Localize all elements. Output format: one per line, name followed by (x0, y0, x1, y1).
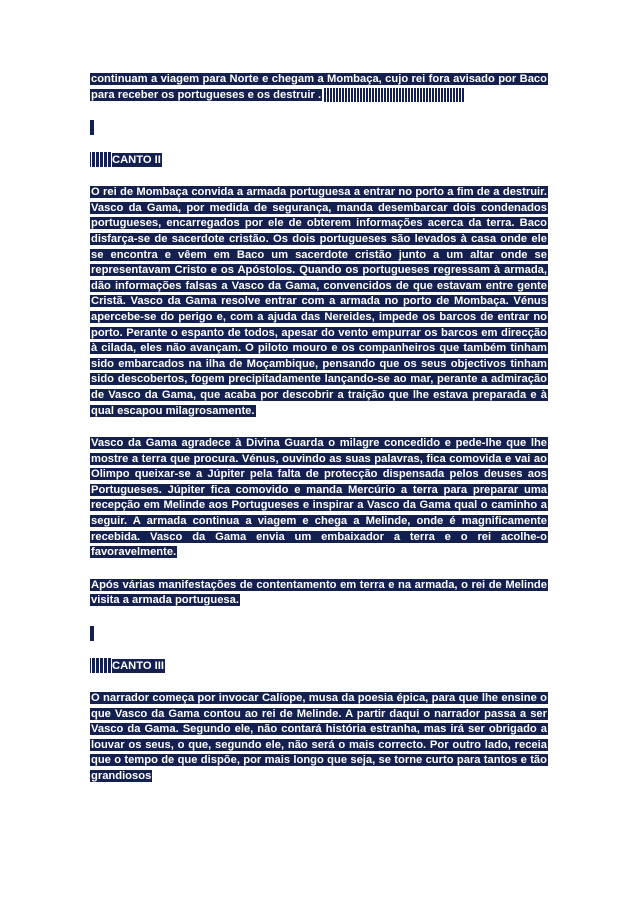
section-marker (90, 626, 94, 641)
canto-2-paragraph-3 (90, 578, 548, 609)
highlight-filler (324, 88, 464, 102)
canto-2-p2-text: Vasco da Gama agradece à Divina Guarda o milagre concedido e pede-lhe que lhe mostre a terra que procura. Vénus, ouvindo as suas palavras, fica comovida e vai ao Olimpo queixar-se a Júpiter pela falta de protecção dispensada pelos deuses aos Portugueses. Júpiter fica comovido e manda Mercúrio a terra para preparar uma recepção em Melinde aos Portugueses e inspirar a Vasco da Gama qual o caminho a seguir. A armada continua a viagem e chega a Melinde, onde é magnificamente recebida. Vasco da Gama envia um embaixador a terra e o rei acolhe-o favoravelmente. (91, 437, 547, 559)
heading-pad (90, 658, 112, 673)
section-marker (90, 120, 94, 135)
canto-2-p1-text: O rei de Mombaça convida a armada portuguesa a entrar no porto a fim de a destruir. Vasco da Gama, por medida de segurança, manda desembarcar dois condenados portugueses, encarregados por ele de obterem informações acerca da terra. Baco disfarça-se de sacerdote cristão. Os dois portugueses são levados à casa onde ele se encontra e vêem em Baco um sacerdote cristão junto a um altar onde se representavam Cristo e os Apóstolos. Quando os portugueses regressam à armada, dão informações falsas a Vasco da Gama, convencidos de que estavam entre gente Cristã. Vasco da Gama resolve entrar com a armada no porto de Mombaça. Vénus apercebe-se do perigo e, com a ajuda das Nereides, impede os barcos de entrar no porto. Perante o espanto de todos, apesar do vento empurrar os barcos em direcção à cilada, eles não avançam. O piloto mouro e os companheiros que também tinham sido embarcados na ilha de Moçambique, pensando que os seus objectivos tinham sido descobertos, fogem precipitadamente lançando-se ao mar, perante a admiração de Vasco da Gama, que acaba por descobrir a traição que lhe estava preparada e à qual escapou milagrosamente. (91, 186, 547, 417)
document-page (90, 72, 548, 785)
intro-paragraph (90, 72, 548, 103)
canto-3-title: CANTO III (112, 660, 165, 673)
canto-2-paragraph-1 (90, 185, 548, 419)
canto-2-title: CANTO II (112, 154, 161, 167)
intro-text: continuam a viagem para Norte e chegam a Mombaça, cujo rei fora avisado por Baco para receber os portugueses e os destruir . (91, 73, 547, 101)
heading-pad (90, 152, 112, 167)
canto-3-p1-text: O narrador começa por invocar Calíope, musa da poesia épica, para que lhe ensine o que Vasco da Gama contou ao rei de Melinde. A partir daqui o narrador passa a ser Vasco da Gama. Segundo ele, não contará história estranha, mas irá ser obrigado a louvar os seus, o que, segundo ele, não será o mais correcto. Por outro lado, receia que o tempo de que dispõe, por mais longo que seja, se torne curto para tantos e tão grandiosos (91, 692, 547, 782)
canto-2-heading (90, 152, 548, 168)
canto-2-p3-text: Após várias manifestações de contentamento em terra e na armada, o rei de Melinde visita a armada portuguesa. (91, 578, 547, 607)
canto-2-paragraph-2 (90, 436, 548, 561)
canto-3-heading (90, 658, 548, 674)
canto-3-paragraph-1 (90, 691, 548, 785)
